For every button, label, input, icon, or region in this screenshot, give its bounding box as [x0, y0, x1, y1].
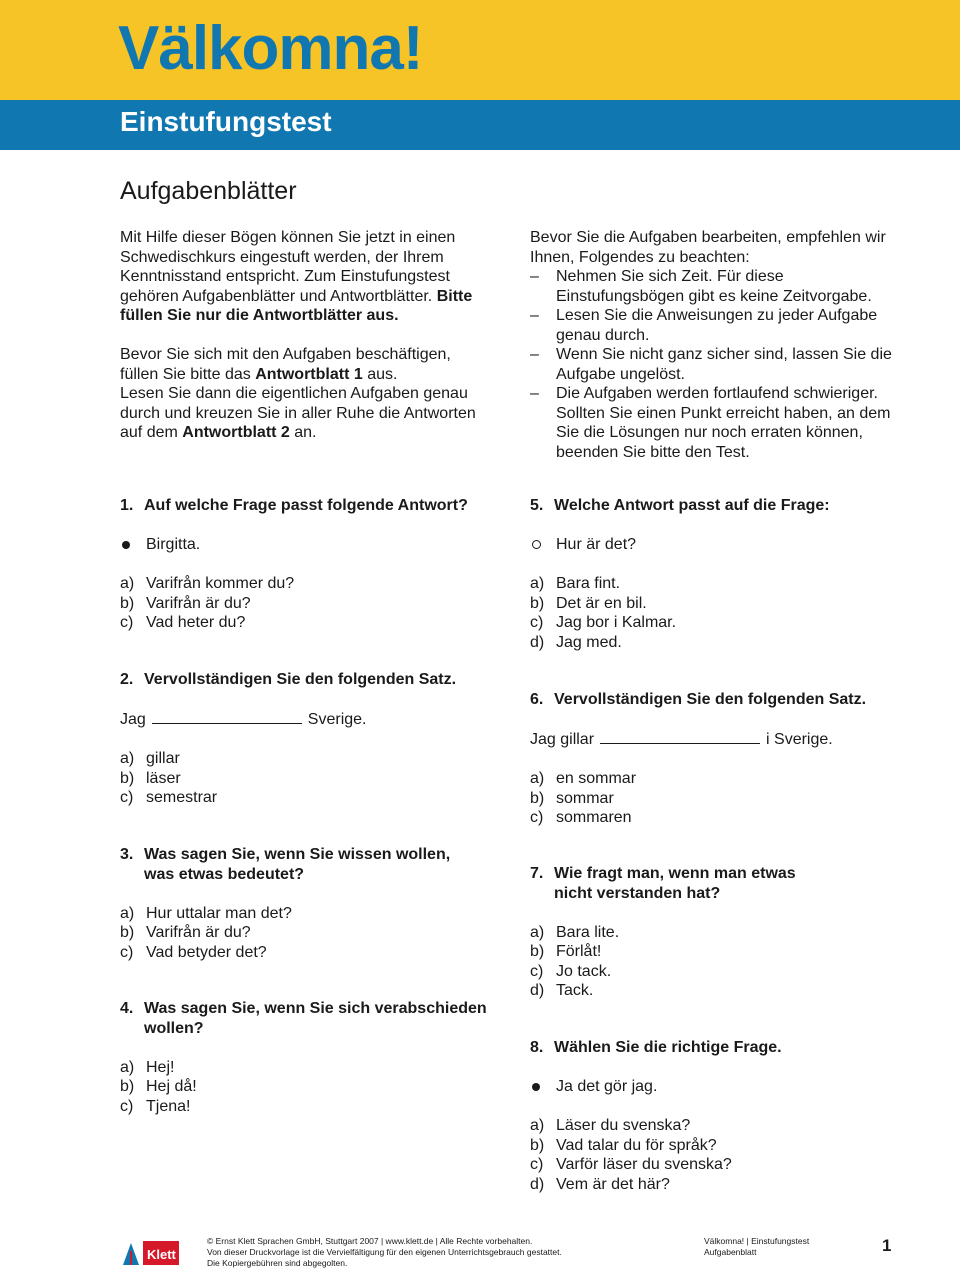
hint-text: Lesen Sie die Anweisungen zu jeder Aufgabe genau durch.	[556, 307, 878, 344]
copyright-line: Die Kopiergebühren sind abgegolten.	[207, 1258, 348, 1268]
option-item	[120, 1058, 500, 1078]
option-text: en sommar	[556, 770, 637, 787]
hint-item	[530, 267, 910, 306]
intro-paragraph-3	[120, 384, 490, 443]
question-number: 4.	[120, 1000, 134, 1017]
footer-document-info	[704, 1236, 809, 1258]
option-text: Jag med.	[556, 633, 622, 651]
option-text: Läser du svenska?	[556, 1117, 691, 1134]
option-item	[120, 769, 500, 789]
option-item	[530, 981, 910, 1001]
option-item	[120, 904, 500, 924]
option-text: läser	[146, 769, 181, 787]
question-title	[530, 496, 910, 516]
question-title-text: Welche Antwort passt auf die Frage:	[554, 497, 830, 514]
option-text: Hej!	[146, 1058, 175, 1076]
intro-text: aus.	[362, 365, 398, 383]
option-text: Varför läser du svenska?	[556, 1156, 732, 1173]
option-text: Tack.	[556, 982, 594, 999]
option-item	[120, 943, 500, 963]
intro-paragraph-1	[120, 228, 490, 326]
sentence-start: Jag	[120, 711, 146, 728]
option-text: Bara fint.	[556, 575, 621, 592]
option-key: b)	[120, 924, 135, 941]
question-number: 3.	[120, 846, 134, 863]
filled-bullet-icon	[532, 1083, 540, 1091]
intro-right-column	[530, 228, 910, 462]
option-item	[120, 1097, 500, 1117]
option-item	[120, 574, 500, 594]
option-key: c)	[120, 789, 134, 806]
option-key: a)	[530, 1117, 545, 1134]
option-key: a)	[530, 923, 545, 941]
option-key: a)	[530, 770, 545, 787]
option-item	[530, 594, 910, 614]
question-title	[530, 690, 910, 710]
option-text: Varifrån kommer du?	[146, 575, 295, 592]
option-text: Förlåt!	[556, 943, 602, 960]
option-text: Vem är det här?	[556, 1175, 670, 1193]
option-key: b)	[120, 1078, 135, 1095]
hint-text: Die Aufgaben werden fortlaufend schwieriger. Sollten Sie einen Punkt erreicht haben, an dem Sie die Lösungen nur noch erraten können, beenden Sie bitte den Test.	[556, 385, 891, 461]
option-key: d)	[530, 982, 545, 999]
option-text: semestrar	[146, 789, 218, 806]
option-key: d)	[530, 1175, 545, 1193]
option-key: b)	[530, 789, 545, 807]
filled-bullet-icon	[122, 541, 130, 549]
option-text: Hej då!	[146, 1078, 197, 1095]
option-item	[530, 633, 910, 653]
intro-bold: Antwortblatt 1	[255, 365, 363, 383]
option-key: b)	[120, 769, 135, 787]
intro-right-lead: Bevor Sie die Aufgaben bearbeiten, empfehlen wir Ihnen, Folgendes zu beachten:	[530, 229, 886, 266]
question-title-text: Wie fragt man, wenn man etwas	[554, 865, 796, 882]
prompt-text: Birgitta.	[146, 536, 201, 553]
question-number: 8.	[530, 1039, 544, 1056]
option-item	[530, 942, 910, 962]
option-text: Varifrån är du?	[146, 594, 251, 612]
dash-marker: –	[530, 346, 539, 363]
option-key: b)	[120, 594, 135, 612]
hint-text: Nehmen Sie sich Zeit. Für diese Einstufungsbögen gibt es keine Zeitvorgabe.	[556, 268, 872, 305]
option-text: Hur uttalar man det?	[146, 904, 292, 922]
copyright-line: © Ernst Klett Sprachen GmbH, Stuttgart 2007 | www.klett.de | Alle Rechte vorbehalten.	[207, 1236, 533, 1246]
option-key: b)	[530, 594, 545, 612]
question-number: 2.	[120, 671, 134, 688]
prompt-line	[530, 535, 910, 555]
hint-item	[530, 306, 910, 345]
option-item	[530, 613, 910, 633]
question-title-text: Was sagen Sie, wenn Sie sich verabschieden	[144, 1000, 487, 1017]
sentence-end: i Sverige.	[766, 731, 833, 748]
dash-marker: –	[530, 268, 539, 285]
option-item	[120, 749, 500, 769]
option-item	[530, 1116, 910, 1136]
option-text: gillar	[146, 750, 180, 767]
question-7	[530, 864, 910, 1001]
question-4	[120, 999, 500, 1116]
footer-copyright	[207, 1236, 627, 1269]
question-title-text: Auf welche Frage passt folgende Antwort?	[144, 497, 468, 514]
option-text: Jo tack.	[556, 962, 612, 980]
question-title	[120, 999, 500, 1038]
sentence-line	[530, 729, 910, 750]
question-2	[120, 670, 500, 808]
option-text: Det är en bil.	[556, 594, 647, 612]
question-5	[530, 496, 910, 652]
intro-text: Bevor Sie sich mit den Aufgaben beschäftigen, füllen Sie bitte das	[120, 346, 451, 383]
option-key: a)	[120, 575, 135, 592]
logo-wordmark: Klett	[147, 1247, 176, 1262]
question-title-text: was etwas bedeutet?	[144, 865, 305, 883]
option-item	[120, 594, 500, 614]
question-6	[530, 690, 910, 828]
prompt-text: Ja det gör jag.	[556, 1078, 658, 1095]
question-number: 7.	[530, 865, 544, 882]
document-part: Aufgabenblatt	[704, 1247, 757, 1257]
klett-logo-icon	[119, 1237, 179, 1268]
fill-in-blank	[600, 729, 760, 744]
sentence-line	[120, 709, 500, 730]
option-key: c)	[530, 1156, 544, 1173]
option-item	[120, 613, 500, 633]
intro-bold-instruction: Bitte füllen Sie nur die Antwortblätter aus.	[120, 287, 473, 324]
intro-text: Mit Hilfe dieser Bögen können Sie jetzt in einen Schwedischkurs eingestuft werden, der Ihrem Kenntnisstand entspricht. Zum Einstufungstest gehören Aufgabenblätter und Antwortblätter.	[120, 229, 456, 305]
option-text: Bara lite.	[556, 923, 620, 941]
option-key: a)	[120, 1058, 135, 1076]
intro-bold: Antwortblatt 2	[182, 424, 290, 441]
option-key: b)	[530, 1136, 545, 1154]
question-title-text: wollen?	[144, 1019, 204, 1037]
option-key: a)	[120, 750, 135, 767]
option-item	[120, 923, 500, 943]
question-1	[120, 496, 500, 633]
option-key: a)	[530, 575, 545, 592]
option-text: Vad talar du för språk?	[556, 1136, 717, 1154]
dash-marker: –	[530, 307, 539, 324]
question-title	[120, 845, 500, 884]
option-text: Vad betyder det?	[146, 943, 267, 961]
option-item	[120, 1077, 500, 1097]
option-item	[530, 574, 910, 594]
fill-in-blank	[152, 709, 302, 724]
dash-marker: –	[530, 385, 539, 402]
intro-left-column	[120, 228, 490, 443]
option-item	[530, 789, 910, 809]
hint-item	[530, 384, 910, 462]
option-text: sommar	[556, 789, 614, 807]
section-title: Aufgabenblätter	[120, 177, 297, 205]
option-item	[530, 1155, 910, 1175]
brand-title: Välkomna!	[118, 14, 423, 83]
prompt-line	[530, 1077, 910, 1097]
question-number: 1.	[120, 497, 134, 514]
question-8	[530, 1038, 910, 1194]
hint-item	[530, 345, 910, 384]
question-title-text: nicht verstanden hat?	[554, 884, 721, 902]
sentence-end: Sverige.	[307, 711, 367, 728]
option-item	[530, 769, 910, 789]
question-title	[530, 864, 910, 903]
question-title-text: Wählen Sie die richtige Frage.	[554, 1039, 782, 1056]
page-subtitle: Einstufungstest	[120, 106, 332, 137]
option-key: c)	[530, 962, 544, 980]
question-3	[120, 845, 500, 962]
option-key: c)	[120, 1097, 134, 1115]
question-title-text: Vervollständigen Sie den folgenden Satz.	[144, 671, 457, 688]
intro-text: an.	[289, 424, 317, 441]
option-key: c)	[530, 614, 544, 631]
question-number: 5.	[530, 497, 544, 514]
option-text: sommaren	[556, 809, 632, 826]
option-key: b)	[530, 943, 545, 960]
option-item	[530, 923, 910, 943]
prompt-text: Hur är det?	[556, 536, 637, 553]
option-key: c)	[120, 943, 134, 961]
hint-text: Wenn Sie nicht ganz sicher sind, lassen Sie die Aufgabe ungelöst.	[556, 346, 892, 383]
sentence-start: Jag gillar	[530, 731, 595, 748]
question-title-text: Was sagen Sie, wenn Sie wissen wollen,	[144, 846, 451, 863]
page-number: 1	[882, 1236, 892, 1255]
document-name: Välkomna! | Einstufungstest	[704, 1236, 810, 1246]
option-key: d)	[530, 633, 545, 651]
hollow-bullet-icon	[532, 540, 541, 549]
option-text: Varifrån är du?	[146, 924, 251, 941]
question-title	[530, 1038, 910, 1058]
option-item	[120, 788, 500, 808]
option-item	[530, 962, 910, 982]
copyright-line: Von dieser Druckvorlage ist die Vervielfältigung für den eigenen Unterrichtsgebrauch gestattet.	[207, 1247, 562, 1257]
option-key: a)	[120, 904, 135, 922]
prompt-line	[120, 535, 500, 555]
intro-text: Lesen Sie dann die eigentlichen Aufgaben genau durch und kreuzen Sie in aller Ruhe die Antworten auf dem	[120, 385, 476, 441]
question-title-text: Vervollständigen Sie den folgenden Satz.	[554, 691, 867, 708]
option-item	[530, 808, 910, 828]
intro-paragraph-2	[120, 345, 490, 384]
question-title	[120, 496, 500, 516]
option-text: Jag bor i Kalmar.	[556, 614, 677, 631]
option-text: Tjena!	[146, 1097, 191, 1115]
question-number: 6.	[530, 691, 544, 708]
question-title	[120, 670, 500, 690]
option-key: c)	[120, 614, 134, 631]
option-text: Vad heter du?	[146, 614, 246, 631]
option-item	[530, 1136, 910, 1156]
option-key: c)	[530, 809, 544, 826]
option-item	[530, 1175, 910, 1195]
